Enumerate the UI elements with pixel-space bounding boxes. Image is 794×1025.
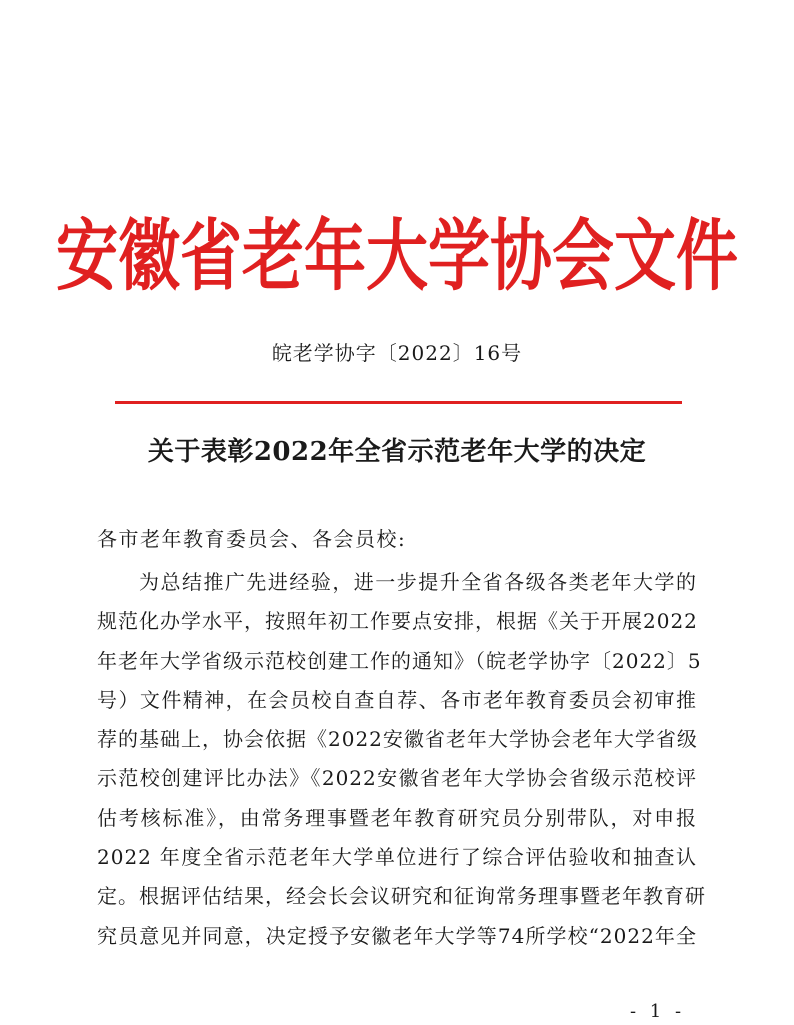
body-line: 示范校创建评比办法》《2022安徽省老年大学协会省级示范校评 <box>97 766 697 791</box>
addressee-line: 各市老年教育委员会、各会员校: <box>97 527 407 551</box>
body-line: 规范化办学水平，按照年初工作要点安排，根据《关于开展2022 <box>97 609 698 634</box>
document-header-title: 安徽省老年大学协会文件 <box>55 209 738 301</box>
document-number: 皖老学协字〔2022〕16号 <box>271 341 523 365</box>
body-line: 2022 年度全省示范老年大学单位进行了综合评估验收和抽查认 <box>97 845 697 870</box>
body-line: 年老年大学省级示范校创建工作的通知》（皖老学协字〔2022〕5 <box>97 648 702 673</box>
body-line: 估考核标准》，由常务理事暨老年教育研究员分别带队，对申报 <box>97 805 697 830</box>
body-line: 为总结推广先进经验，进一步提升全省各级各类老年大学的 <box>139 570 697 594</box>
document-title: 关于表彰2022年全省示范老年大学的决定 <box>147 437 647 467</box>
page-number: - 1 - <box>630 1001 686 1022</box>
body-paragraph <box>97 563 706 956</box>
body-line: 荐的基础上，协会依据《2022安徽省老年大学协会老年大学省级 <box>97 727 698 752</box>
body-line: 号）文件精神，在会员校自查自荐、各市老年教育委员会初审推 <box>97 687 697 712</box>
body-line: 究员意见并同意，决定授予安徽老年大学等74所学校“2022年全 <box>97 923 697 948</box>
red-divider-line <box>115 401 682 404</box>
body-line: 定。根据评估结果，经会长会议研究和征询常务理事暨老年教育研 <box>97 884 706 909</box>
